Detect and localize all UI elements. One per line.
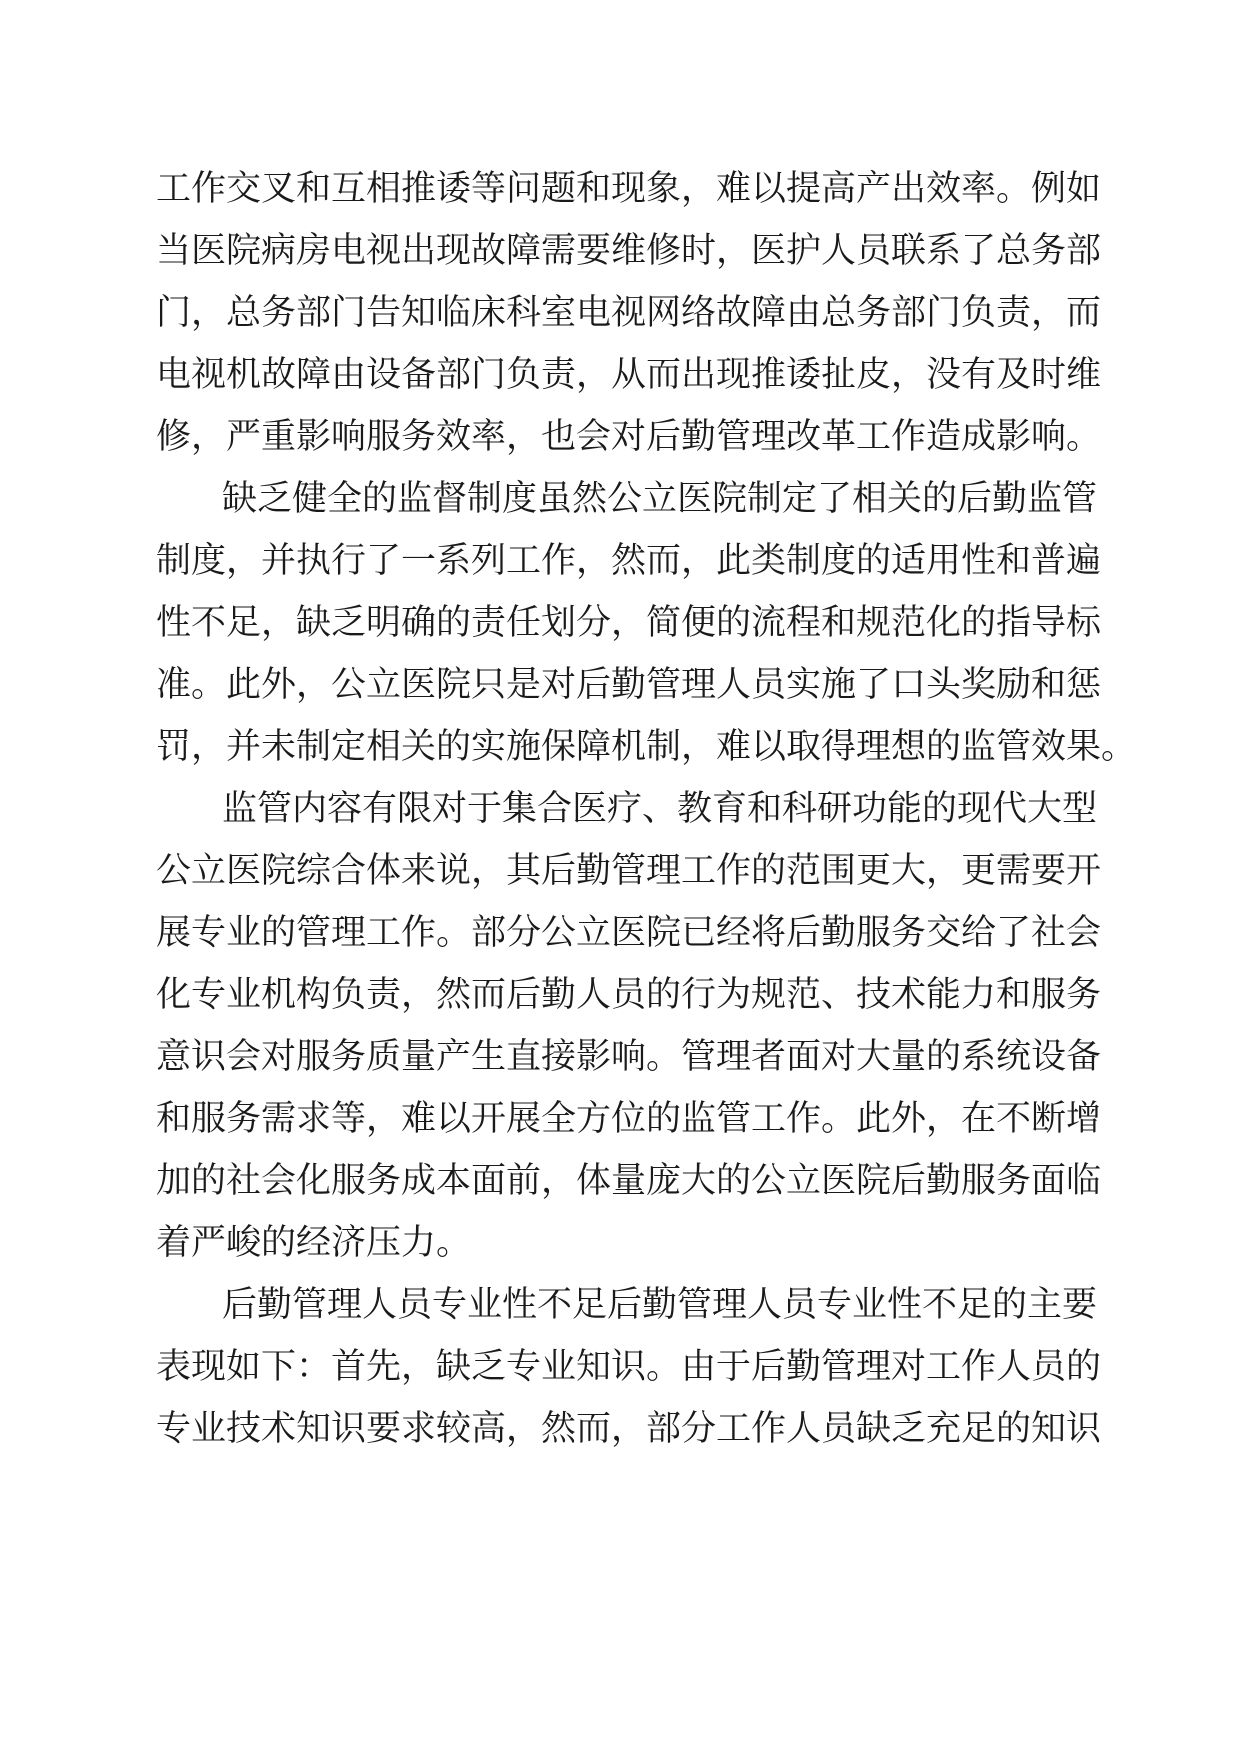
text-line: 加的社会化服务成本面前，体量庞大的公立医院后勤服务面临	[156, 1161, 1102, 1201]
paragraph	[156, 158, 1102, 468]
text-line: 化专业机构负责，然而后勤人员的行为规范、技术能力和服务	[156, 975, 1102, 1015]
text-line: 当医院病房电视出现故障需要维修时，医护人员联系了总务部	[156, 231, 1102, 271]
text-line: 性不足，缺乏明确的责任划分，简便的流程和规范化的指导标	[156, 603, 1102, 643]
text-line: 展专业的管理工作。部分公立医院已经将后勤服务交给了社会	[156, 913, 1102, 953]
text-line: 监管内容有限对于集合医疗、教育和科研功能的现代大型	[222, 789, 1098, 829]
text-line: 后勤管理人员专业性不足后勤管理人员专业性不足的主要	[222, 1285, 1098, 1325]
text-line: 表现如下：首先，缺乏专业知识。由于后勤管理对工作人员的	[156, 1347, 1102, 1387]
text-line: 准。此外，公立医院只是对后勤管理人员实施了口头奖励和惩	[156, 665, 1102, 705]
text-line: 工作交叉和互相推诿等问题和现象，难以提高产出效率。例如	[156, 169, 1102, 209]
text-line: 制度，并执行了一系列工作，然而，此类制度的适用性和普遍	[156, 541, 1102, 581]
text-line: 罚，并未制定相关的实施保障机制，难以取得理想的监管效果。	[156, 727, 1137, 767]
text-line: 缺乏健全的监督制度虽然公立医院制定了相关的后勤监管	[222, 479, 1098, 519]
text-line: 门，总务部门告知临床科室电视网络故障由总务部门负责，而	[156, 293, 1102, 333]
text-line: 修，严重影响服务效率，也会对后勤管理改革工作造成影响。	[156, 417, 1102, 457]
document-body	[156, 158, 1137, 1460]
text-line: 专业技术知识要求较高，然而，部分工作人员缺乏充足的知识	[156, 1409, 1102, 1449]
text-line: 和服务需求等，难以开展全方位的监管工作。此外，在不断增	[156, 1099, 1102, 1139]
paragraph	[156, 778, 1102, 1274]
text-line: 着严峻的经济压力。	[156, 1223, 472, 1263]
paragraph	[156, 1274, 1102, 1460]
text-line: 公立医院综合体来说，其后勤管理工作的范围更大，更需要开	[156, 851, 1102, 891]
paragraph	[156, 468, 1137, 778]
text-line: 电视机故障由设备部门负责，从而出现推诿扯皮，没有及时维	[156, 355, 1102, 395]
text-line: 意识会对服务质量产生直接影响。管理者面对大量的系统设备	[156, 1037, 1102, 1077]
